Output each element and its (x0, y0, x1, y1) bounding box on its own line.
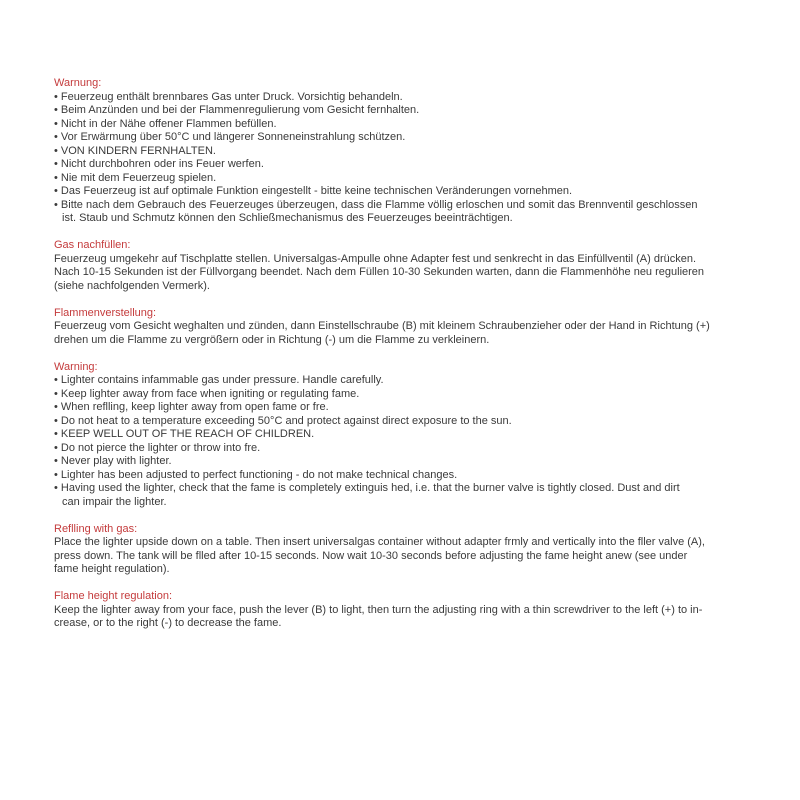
section-gas-nachfuellen (54, 239, 760, 293)
text-line: press down. The tank will be flled after 10-15 seconds. Now wait 10-30 seconds before adjusting the fame height anew (see under (54, 549, 688, 562)
bullet-line: • Lighter has been adjusted to perfect functioning - do not make technical changes. (54, 468, 458, 481)
section-warning (54, 361, 760, 510)
section-heading: Gas nachfüllen: (54, 239, 131, 251)
text-line: Place the lighter upside down on a table. Then insert universalgas container without adapter frmly and vertically into the fller valve (A), (54, 536, 705, 548)
bullet-line: • Nicht durchbohren oder ins Feuer werfen. (54, 158, 264, 170)
section-flammenverstellung (54, 307, 760, 348)
bullet-line: • When reflling, keep lighter away from open fame or fre. (54, 401, 329, 413)
section-warnung (54, 77, 760, 226)
text-line: Feuerzeug umgekehr auf Tischplatte stellen. Universalgas-Ampulle ohne Adapter fest und senkrecht in das Einfüllventil (A) drücken. (54, 252, 697, 265)
bullet-line: • Never play with lighter. (54, 455, 172, 467)
bullet-line: • Do not heat to a temperature exceeding 50°C and protect against direct exposure to the sun. (54, 414, 512, 427)
section-flame-height-regulation (54, 590, 760, 631)
text-line: ist. Staub und Schmutz können den Schließmechanismus des Feuerzeuges beeinträchtigen. (62, 212, 513, 224)
text-line: can impair the lighter. (62, 495, 167, 508)
section-heading: Flame height regulation: (54, 590, 173, 602)
bullet-line: • Vor Erwärmung über 50°C und längerer Sonneneinstrahlung schützen. (54, 131, 406, 143)
bullet-line: • Nie mit dem Feuerzeug spielen. (54, 171, 217, 184)
text-line: Keep the lighter away from your face, push the lever (B) to light, then turn the adjusting ring with a thin screwdriver to the left (+) to in- (54, 603, 703, 616)
text-line: crease, or to the right (-) to decrease the fame. (54, 617, 282, 629)
instruction-sheet (54, 77, 760, 631)
bullet-line: • Keep lighter away from face when igniting or regulating fame. (54, 387, 360, 400)
bullet-line: • Feuerzeug enthält brennbares Gas unter Druck. Vorsichtig behandeln. (54, 90, 403, 103)
bullet-line: • VON KINDERN FERNHALTEN. (54, 144, 216, 157)
section-refilling-with-gas (54, 523, 760, 577)
bullet-line: • Lighter contains infammable gas under pressure. Handle carefully. (54, 374, 384, 386)
bullet-line: • Das Feuerzeug ist auf optimale Funktion eingestellt - bitte keine technischen Veränderungen vornehmen. (54, 185, 573, 197)
section-heading: Reflling with gas: (54, 522, 138, 535)
text-line: Feuerzeug vom Gesicht weghalten und zünden, dann Einstellschraube (B) mit kleinem Schraubenzieher oder der Hand in Richtung (+) (54, 320, 710, 332)
text-line: drehen um die Flamme zu vergrößern oder in Richtung (-) um die Flamme zu verkleinern. (54, 333, 490, 346)
section-heading: Warning: (54, 360, 98, 373)
text-line: fame height regulation). (54, 563, 170, 575)
text-line: Nach 10-15 Sekunden ist der Füllvorgang beendet. Nach dem Füllen 10-30 Sekunden warten, dann die Flammenhöhe neu regulieren (54, 266, 705, 278)
text-line: (siehe nachfolgenden Vermerk). (54, 279, 210, 292)
bullet-line: • Nicht in der Nähe offener Flammen befüllen. (54, 117, 277, 130)
section-heading: Flammenverstellung: (54, 306, 157, 319)
bullet-line: • Having used the lighter, check that the fame is completely extinguis hed, i.e. that the burner valve is tightly closed. Dust and dirt (54, 482, 680, 494)
bullet-line: • Beim Anzünden und bei der Flammenregulierung vom Gesicht fernhalten. (54, 104, 420, 116)
bullet-line: • KEEP WELL OUT OF THE REACH OF CHILDREN. (54, 428, 315, 440)
bullet-line: • Do not pierce the lighter or throw into fre. (54, 441, 261, 454)
bullet-line: • Bitte nach dem Gebrauch des Feuerzeuges überzeugen, dass die Flamme völlig erloschen und somit das Brennventil geschlossen (54, 198, 698, 211)
section-heading: Warnung: (54, 77, 102, 89)
